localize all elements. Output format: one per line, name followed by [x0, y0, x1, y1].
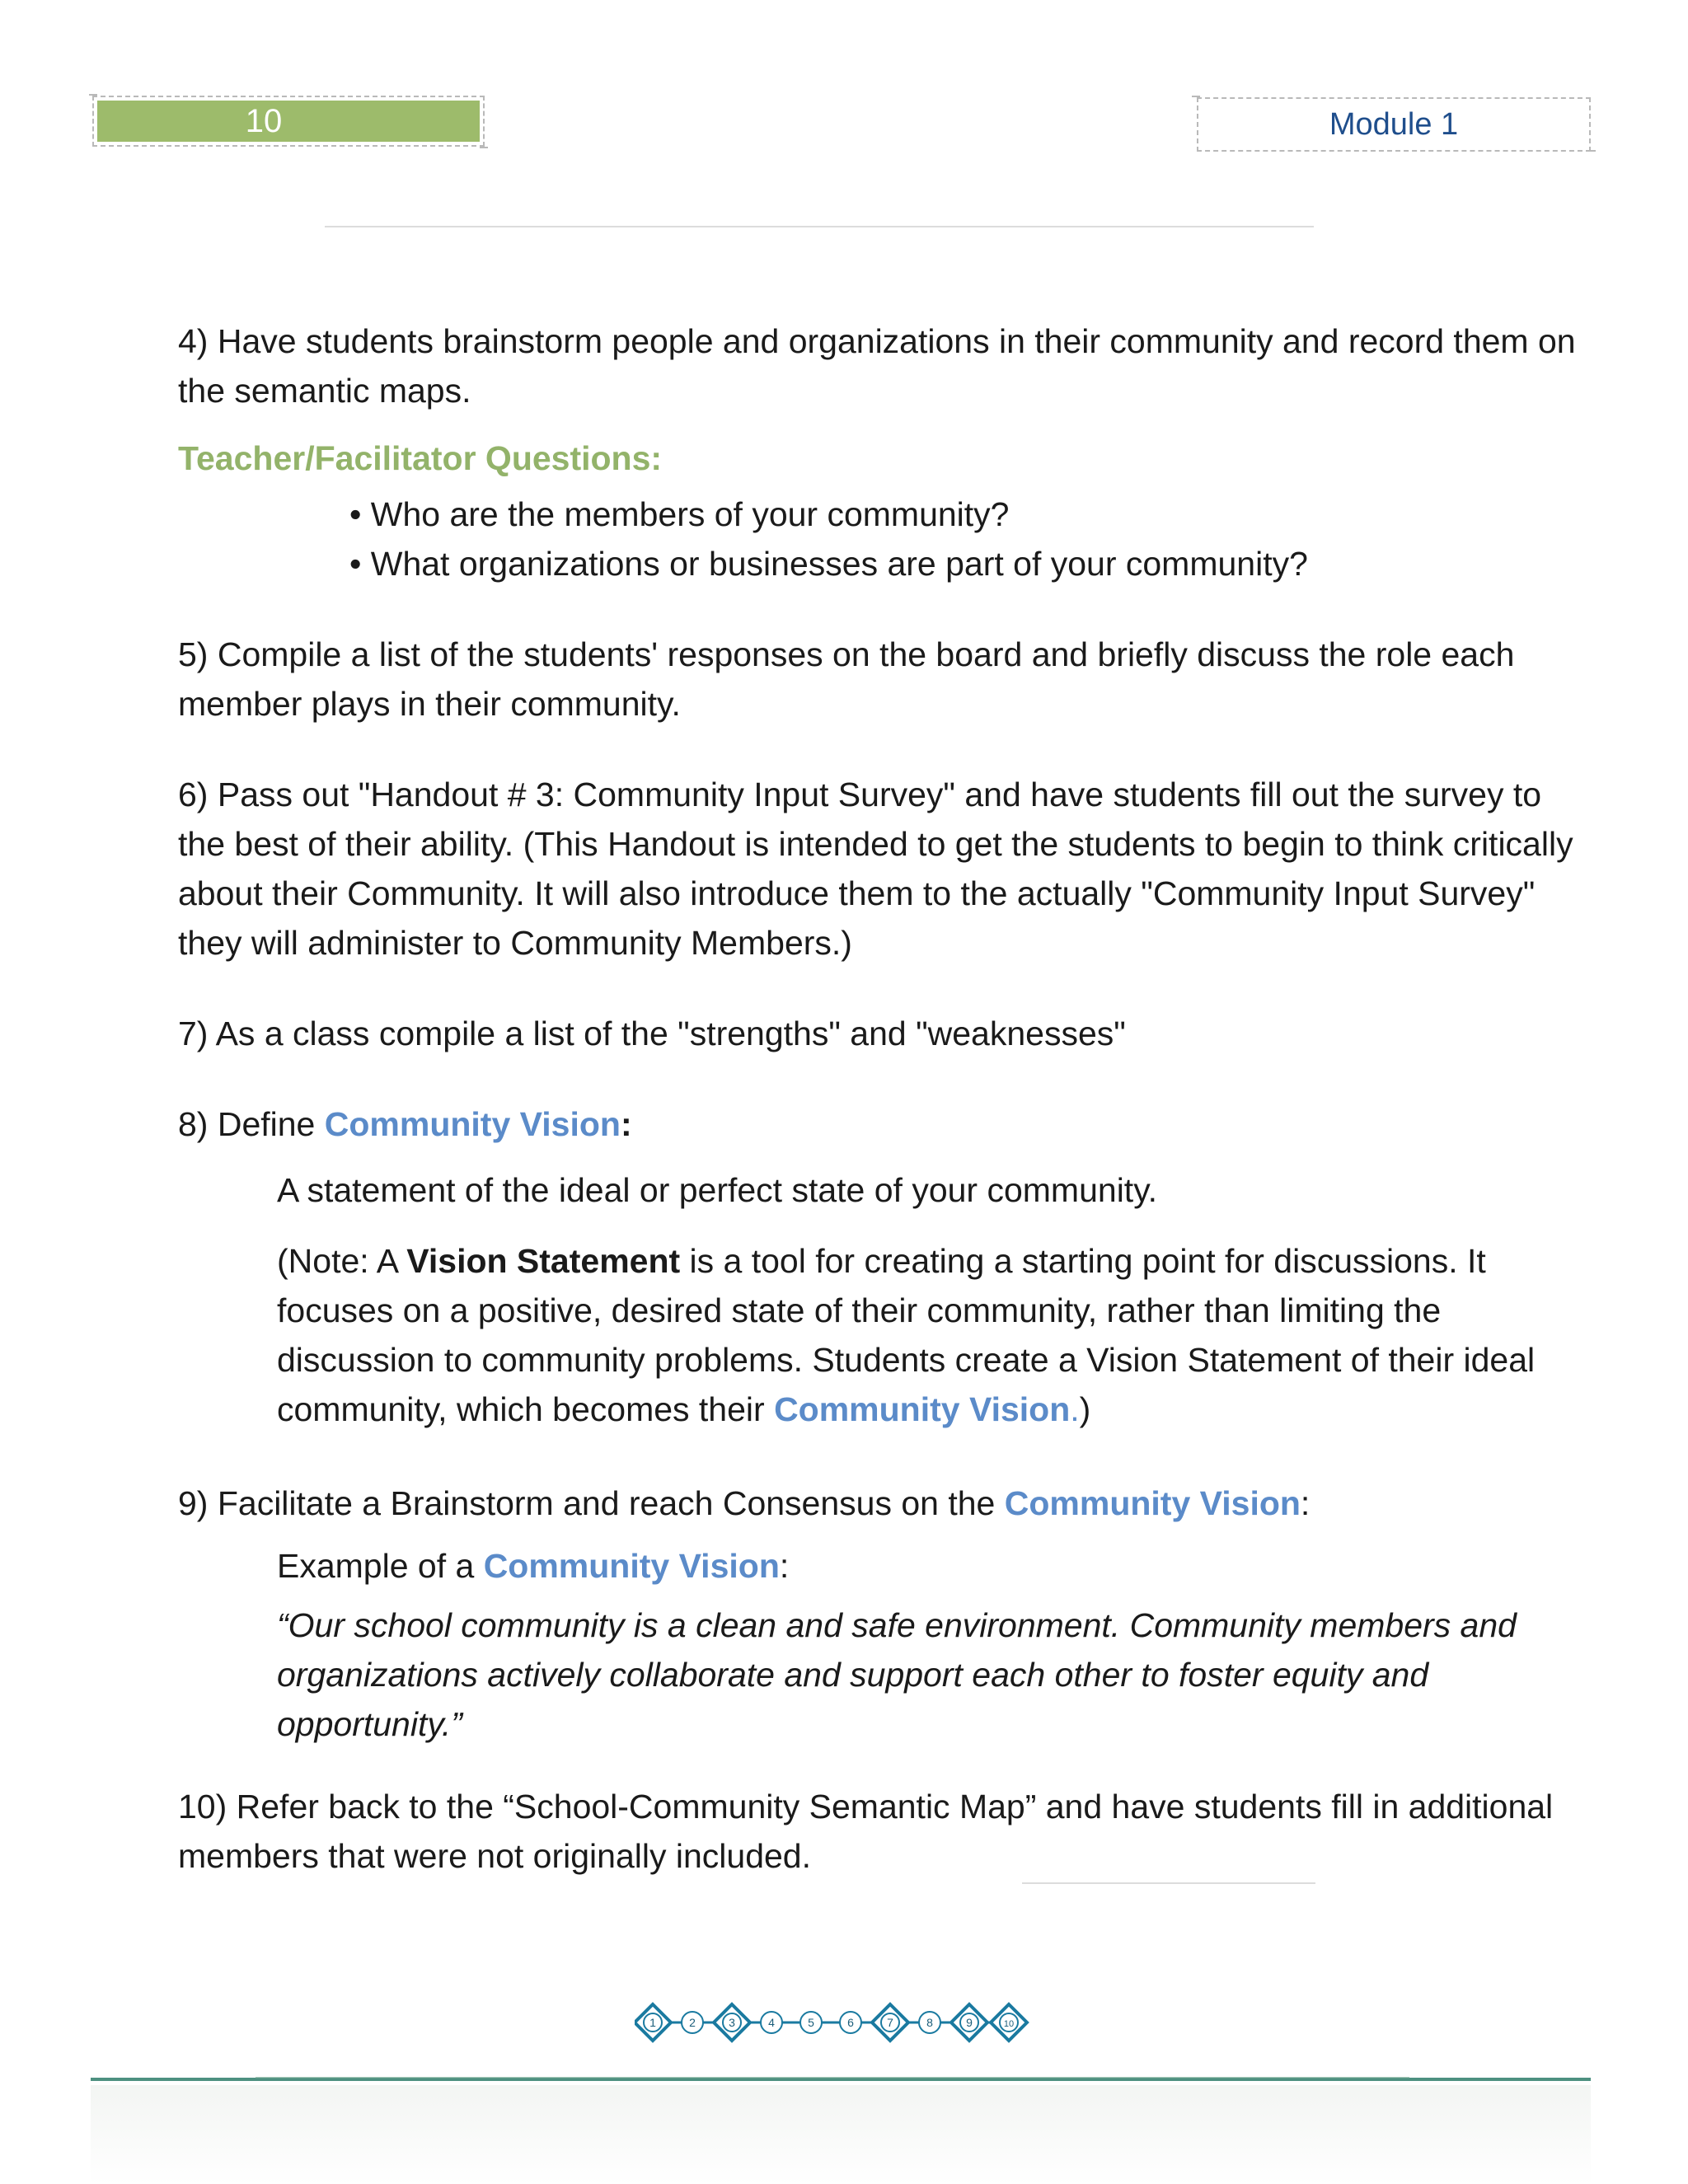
- step-5: 5) Compile a list of the students' responses on the board and briefly discuss the role each member plays in their community.: [178, 635, 1515, 723]
- facilitator-questions-title: Teacher/Facilitator Questions:: [178, 439, 663, 477]
- question-item: • What organizations or businesses are part of your community?: [349, 539, 1579, 588]
- step-7: 7) As a class compile a list of the "strengths" and "weaknesses": [178, 1015, 1126, 1052]
- step-4: 4) Have students brainstorm people and organizations in their community and record them on the semantic maps.: [178, 322, 1576, 410]
- step-9: [178, 1479, 1579, 1528]
- term-community-vision: Community Vision: [1004, 1484, 1301, 1522]
- nav-item-8[interactable]: [919, 2012, 940, 2033]
- nav-item-6[interactable]: [840, 2012, 861, 2033]
- module-navigation: [635, 1998, 1030, 2047]
- footer-line: [91, 2075, 1591, 2083]
- nav-item-label: 5: [808, 2016, 814, 2029]
- community-vision-definition: A statement of the ideal or perfect state of your community.: [277, 1171, 1158, 1209]
- nav-item-2[interactable]: [682, 2012, 703, 2033]
- corner-mark: [89, 94, 97, 96]
- footer-background: [91, 2085, 1591, 2184]
- nav-item-label: 6: [847, 2016, 854, 2029]
- step-6: 6) Pass out "Handout # 3: Community Input Survey" and have students fill out the survey to the best of their ability. (This Handout is intended to get the students to begin to think critically about their Community. It will also introduce them to the actually "Community Input Survey" they will administer to Community Members.): [178, 776, 1573, 962]
- step-10: 10) Refer back to the “School-Community Semantic Map” and have students fill in additional members that were not originally included.: [178, 1788, 1554, 1875]
- step-9-text: 9) Facilitate a Brainstorm and reach Consensus on the: [178, 1484, 1005, 1522]
- question-item: • Who are the members of your community?: [349, 490, 1579, 539]
- step-9-colon: :: [1300, 1484, 1311, 1522]
- nav-item-label: 8: [926, 2016, 933, 2029]
- step-8-colon: :: [620, 1105, 632, 1143]
- nav-item-3[interactable]: [714, 2004, 750, 2041]
- nav-item-label: 7: [887, 2016, 893, 2029]
- note-close: ): [1079, 1390, 1091, 1428]
- page-number: 10: [97, 101, 480, 142]
- vision-statement-note: [277, 1236, 1579, 1434]
- content-end-divider: [1022, 1882, 1315, 1884]
- example-prefix: Example of a: [277, 1547, 484, 1585]
- corner-mark: [1192, 96, 1200, 97]
- nav-item-5[interactable]: [800, 2012, 822, 2033]
- example-colon: :: [779, 1547, 790, 1585]
- corner-mark: [480, 147, 488, 148]
- term-community-vision: Community Vision: [324, 1105, 621, 1143]
- header-divider: [325, 226, 1314, 227]
- nav-item-10[interactable]: [991, 2004, 1027, 2041]
- nav-item-label: 9: [966, 2016, 973, 2029]
- page-content: [178, 316, 1579, 1881]
- corner-mark: [1587, 150, 1596, 152]
- page-number-box: [92, 96, 485, 147]
- facilitator-questions-list: [349, 490, 1579, 588]
- nav-item-9[interactable]: [951, 2004, 987, 2041]
- note-body: is a tool for creating a starting point for discussions. It focuses on a positive, desired state of their community, rather than limiting the discussion to community problems. Students create a Vision Statement of their ideal community, which becomes their: [277, 1242, 1536, 1428]
- nav-item-7[interactable]: [872, 2004, 908, 2041]
- nav-item-label: 1: [649, 2016, 656, 2029]
- step-8: [178, 1099, 1579, 1149]
- module-label: Module 1: [1197, 97, 1591, 152]
- nav-item-label: 2: [689, 2016, 696, 2029]
- nav-item-label: 10: [1003, 2019, 1015, 2029]
- term-community-vision: Community Vision: [483, 1547, 780, 1585]
- step-8-text: 8) Define: [178, 1105, 325, 1143]
- vision-example-quote: “Our school community is a clean and safe environment. Community members and organizations actively collaborate and support each other to foster equity and opportunity.”: [277, 1606, 1517, 1743]
- nav-item-4[interactable]: [761, 2012, 782, 2033]
- vision-example-label: [277, 1541, 1579, 1591]
- term-community-vision: Community Vision: [774, 1390, 1071, 1428]
- nav-item-label: 4: [768, 2016, 775, 2029]
- note-prefix: (Note: A: [277, 1242, 407, 1280]
- note-term-period: .: [1070, 1390, 1080, 1428]
- nav-item-label: 3: [729, 2016, 735, 2029]
- term-vision-statement: Vision Statement: [406, 1242, 681, 1280]
- nav-item-1[interactable]: [635, 2004, 671, 2041]
